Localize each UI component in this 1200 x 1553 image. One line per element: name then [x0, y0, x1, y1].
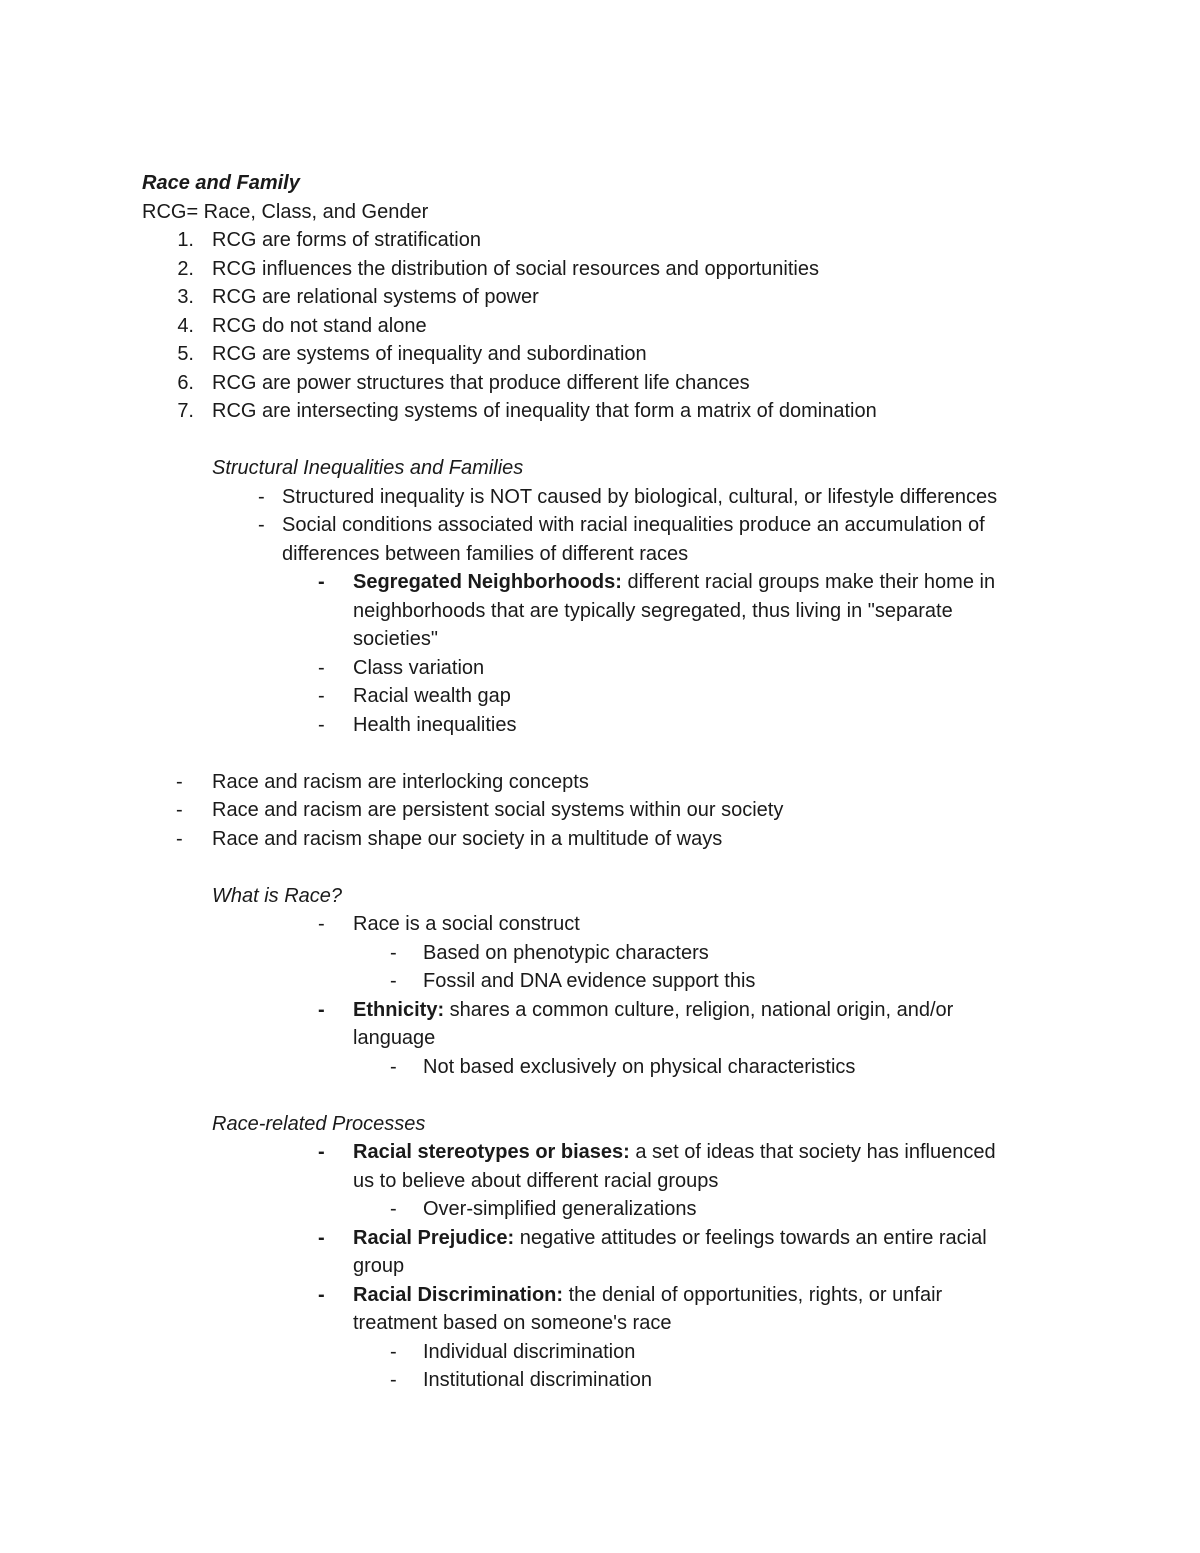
bullet-dash: -: [318, 998, 325, 1021]
list-number: 6.: [177, 371, 194, 394]
section-heading: Race-related Processes: [212, 1112, 426, 1135]
term-definition: shares a common culture, religion, national origin, and/or: [444, 998, 954, 1021]
list-number: 7.: [177, 400, 194, 422]
list-item: [353, 996, 953, 1025]
term-definition: negative attitudes or feelings towards an entire racial: [514, 1226, 987, 1249]
list-item: RCG are forms of stratification: [212, 229, 481, 251]
section-heading: What is Race?: [212, 884, 343, 907]
list-item: Race and racism are interlocking concepts: [212, 770, 589, 793]
term-definition: a set of ideas that society has influenced: [629, 1141, 996, 1163]
bullet-dash: -: [390, 1340, 397, 1363]
list-item: Fossil and DNA evidence support this: [423, 970, 756, 992]
list-number: 4.: [177, 314, 194, 337]
rcg-definition: RCG= Race, Class, and Gender: [142, 200, 429, 223]
list-item: Race is a social construct: [353, 913, 580, 935]
list-item-continuation: neighborhoods that are typically segregated, thus living in "separate: [353, 599, 953, 622]
list-number: 3.: [177, 286, 194, 308]
list-item: Not based exclusively on physical characteristics: [423, 1055, 856, 1078]
term-definition: the denial of opportunities, rights, or unfair: [563, 1283, 943, 1306]
list-item: [353, 1281, 942, 1310]
bullet-dash: -: [390, 1369, 397, 1391]
list-item: Over-simplified generalizations: [423, 1198, 697, 1220]
list-item: RCG are relational systems of power: [212, 286, 539, 308]
bullet-dash: -: [176, 799, 183, 821]
term-label: Racial Prejudice:: [353, 1226, 515, 1249]
list-item: Individual discrimination: [423, 1340, 636, 1363]
list-item: [353, 1224, 987, 1253]
section-heading: Structural Inequalities and Families: [212, 457, 524, 479]
list-item: Social conditions associated with racial inequalities produce an accumulation of: [282, 514, 985, 536]
list-item: Racial wealth gap: [353, 685, 511, 707]
list-item: Race and racism shape our society in a multitude of ways: [212, 827, 723, 850]
list-item: [353, 568, 995, 597]
list-item-continuation: group: [353, 1255, 405, 1277]
list-item: Race and racism are persistent social systems within our society: [212, 799, 784, 821]
list-item: RCG do not stand alone: [212, 314, 427, 337]
bullet-dash: -: [318, 1283, 325, 1306]
list-item-continuation: societies": [353, 628, 438, 650]
term-definition: different racial groups make their home in: [621, 571, 996, 593]
bullet-dash: -: [318, 656, 325, 679]
bullet-dash: -: [318, 913, 325, 935]
bullet-dash: -: [258, 485, 265, 508]
term-label: Racial stereotypes or biases:: [353, 1141, 630, 1163]
bullet-dash: -: [318, 1141, 325, 1163]
list-item: [353, 1138, 996, 1167]
page-title: Race and Family: [142, 172, 300, 194]
list-item: RCG are power structures that produce different life chances: [212, 371, 750, 394]
bullet-dash: -: [318, 713, 325, 736]
bullet-dash: -: [390, 1198, 397, 1220]
bullet-dash: -: [390, 970, 397, 992]
bullet-dash: -: [176, 770, 183, 793]
list-number: 2.: [177, 257, 194, 280]
bullet-dash: -: [258, 514, 265, 536]
bullet-dash: -: [318, 571, 325, 593]
list-item: Class variation: [353, 656, 485, 679]
bullet-dash: -: [318, 685, 325, 707]
list-item-continuation: language: [353, 1027, 436, 1049]
term-label: Segregated Neighborhoods:: [353, 571, 622, 593]
list-item: RCG are intersecting systems of inequality that form a matrix of domination: [212, 400, 877, 422]
bullet-dash: -: [390, 941, 397, 964]
list-item-continuation: us to believe about different racial groups: [353, 1169, 719, 1192]
list-item: Structured inequality is NOT caused by biological, cultural, or lifestyle differences: [282, 485, 998, 508]
list-item-continuation: treatment based on someone's race: [353, 1312, 672, 1334]
list-item-continuation: differences between families of different races: [282, 542, 689, 565]
list-item: Institutional discrimination: [423, 1369, 652, 1391]
list-item: RCG influences the distribution of social resources and opportunities: [212, 257, 819, 280]
list-item: RCG are systems of inequality and subordination: [212, 343, 647, 365]
bullet-dash: -: [176, 827, 183, 850]
list-item: Based on phenotypic characters: [423, 941, 709, 964]
list-item: Health inequalities: [353, 713, 517, 736]
bullet-dash: -: [318, 1226, 325, 1249]
bullet-dash: -: [390, 1055, 397, 1078]
list-number: 1.: [177, 229, 194, 251]
list-number: 5.: [177, 343, 194, 365]
term-label: Ethnicity:: [353, 998, 445, 1021]
term-label: Racial Discrimination:: [353, 1283, 564, 1306]
